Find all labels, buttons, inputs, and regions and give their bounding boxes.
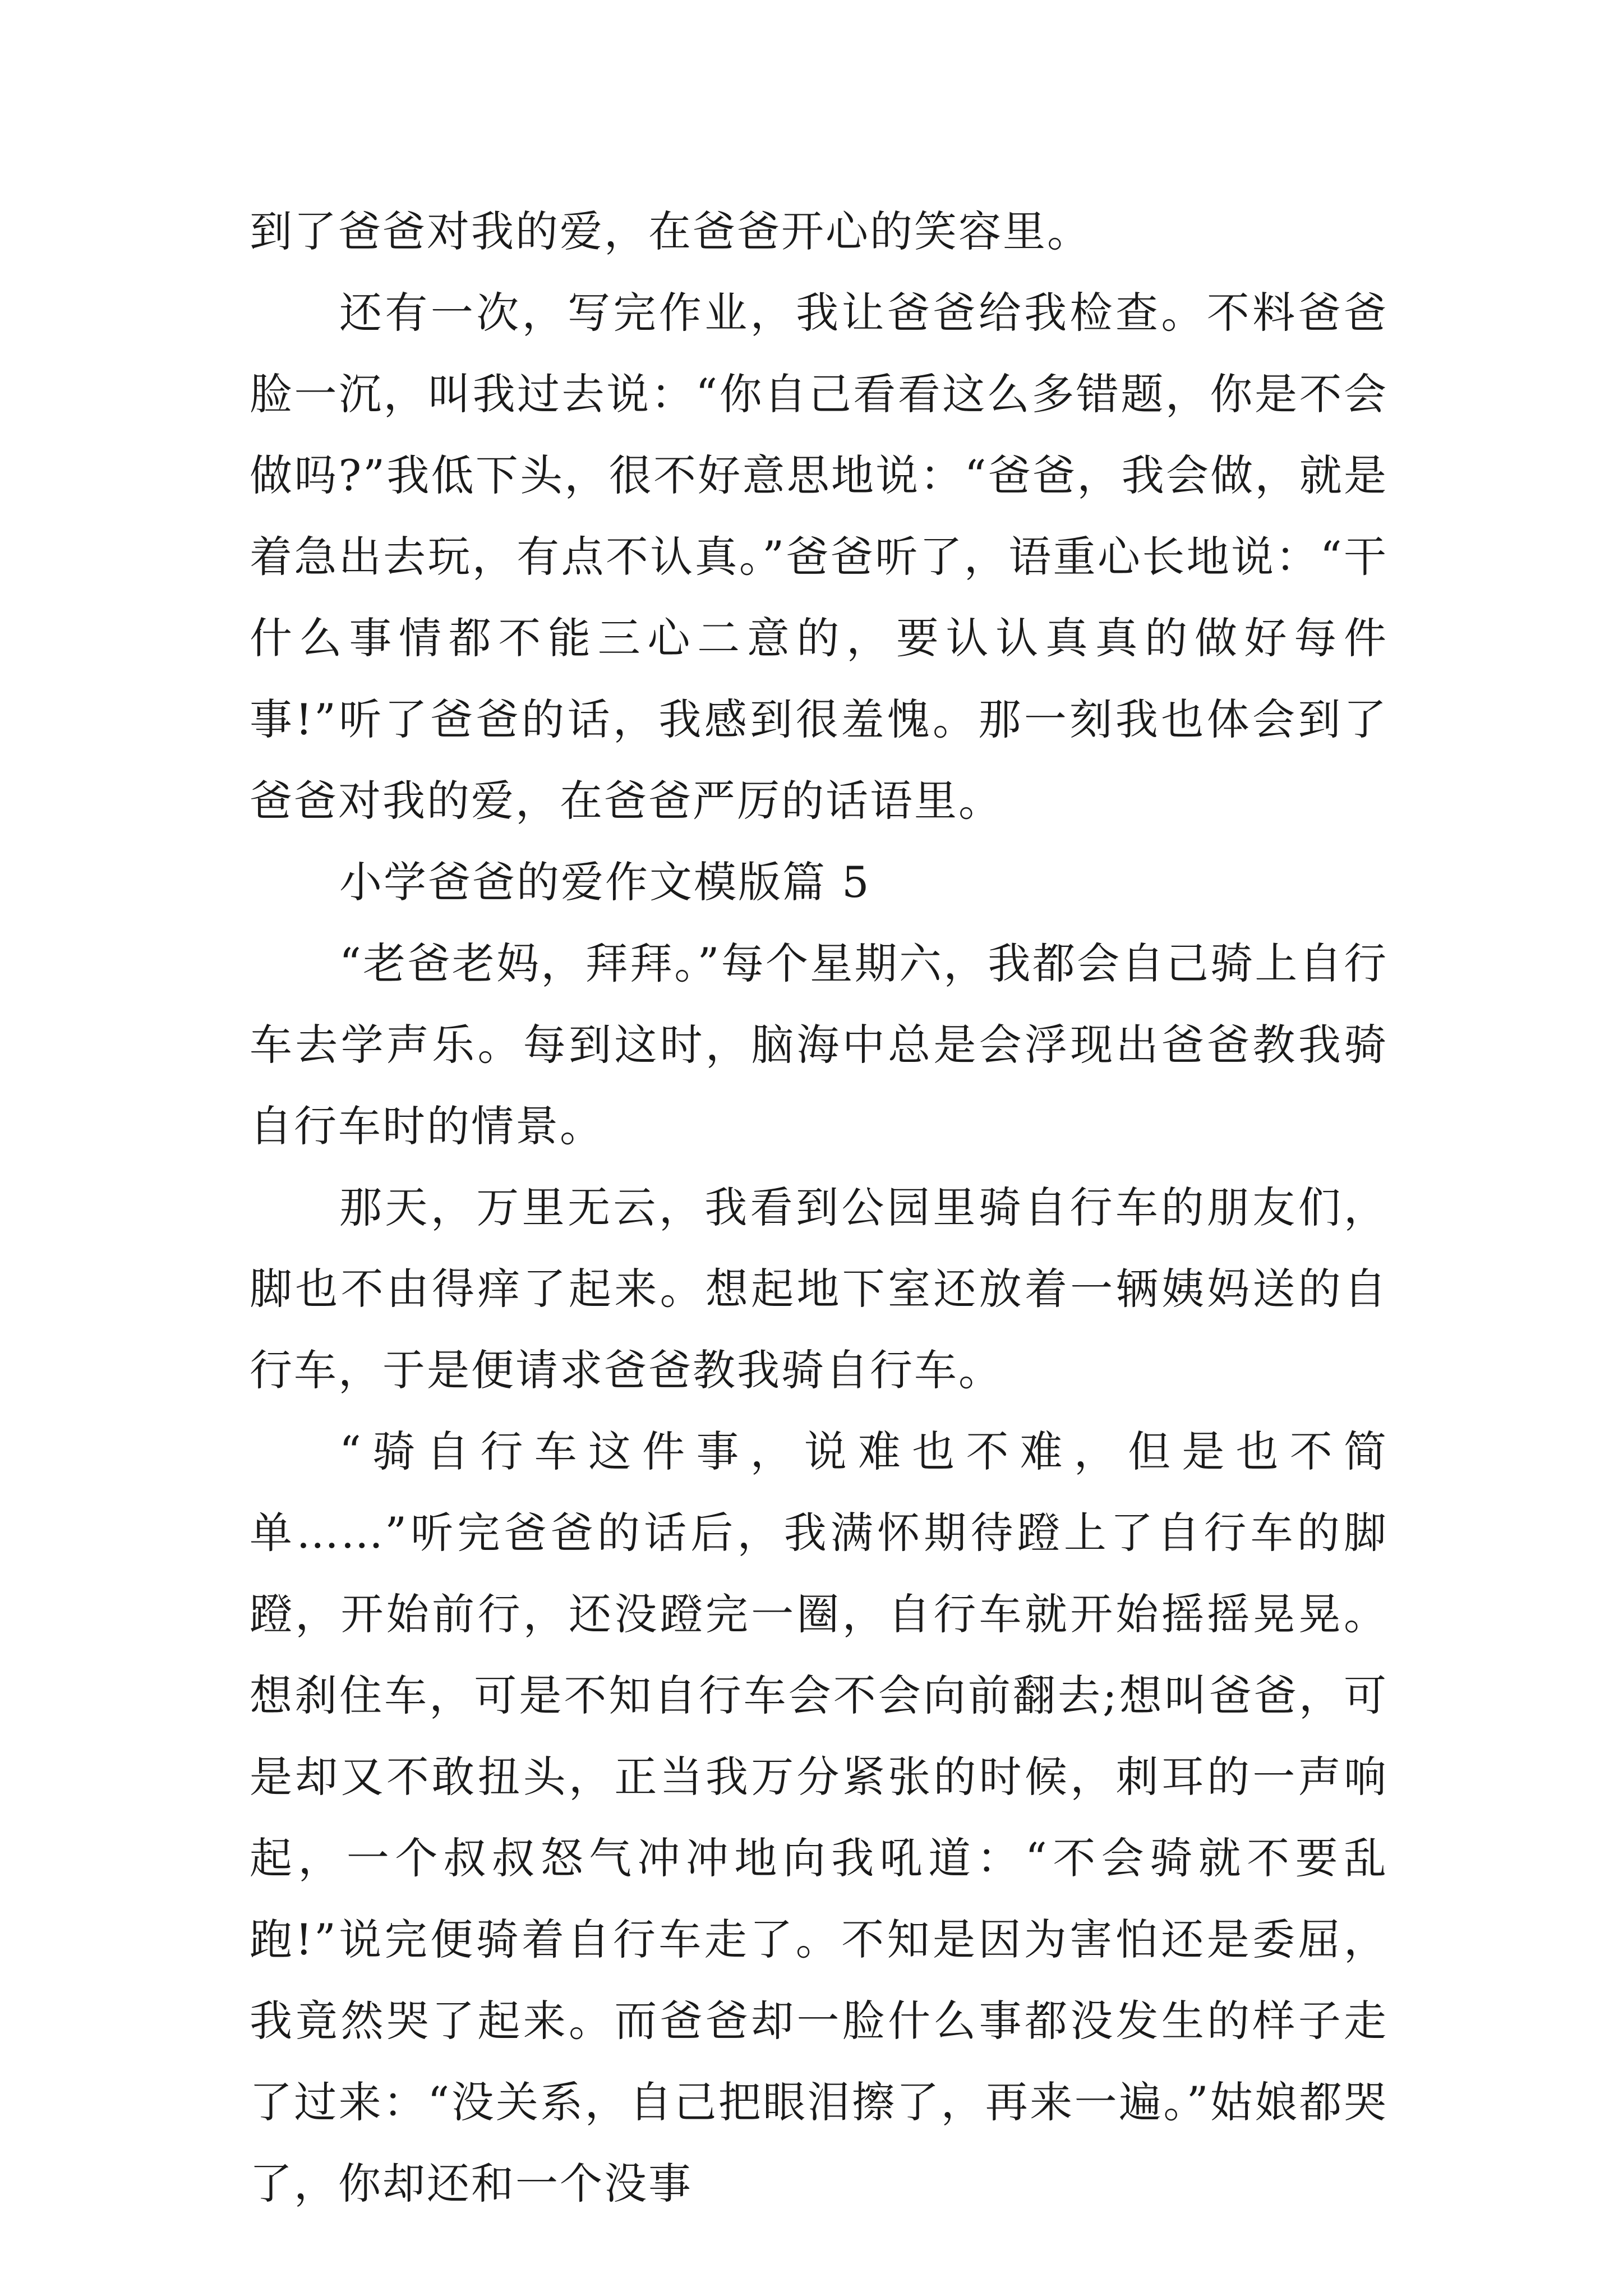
paragraph-3: “老爸老妈，拜拜。”每个星期六，我都会自己骑上自行车去学声乐。每到这时，脑海中总是会浮现出爸爸教我骑自行车时的情景。 xyxy=(250,938,1388,1151)
document-body xyxy=(250,191,1388,2224)
paragraph-4: 那天，万里无云，我看到公园里骑自行车的朋友们，脚也不由得痒了起来。想起地下室还放着一辆姨妈送的自行车，于是便请求爸爸教我骑自行车。 xyxy=(250,1182,1388,1395)
paragraph-1: 到了爸爸对我的爱，在爸爸开心的笑容里。 xyxy=(250,206,1091,256)
section-heading: 小学爸爸的爱作文模版篇 5 xyxy=(339,857,871,907)
paragraph-5: “骑自行车这件事，说难也不难，但是也不简单……”听完爸爸的话后，我满怀期待蹬上了自行车的脚蹬，开始前行，还没蹬完一圈，自行车就开始摇摇晃晃。想刹住车，可是不知自行车会不会向前翻去;想叫爸爸，可是却又不敢扭头，正当我万分紧张的时候，刺耳的一声响起，一个叔叔怒气冲冲地向我吼道：“不会骑就不要乱跑!”说完便骑着自行车走了。不知是因为害怕还是委屈，我竟然哭了起来。而爸爸却一脸什么事都没发生的样子走了过来：“没关系，自己把眼泪擦了，再来一遍。”姑娘都哭了，你却还和一个没事 xyxy=(250,1427,1388,2208)
paragraph-2: 还有一次，写完作业，我让爸爸给我检查。不料爸爸脸一沉，叫我过去说：“你自己看看这么多错题，你是不会做吗?”我低下头，很不好意思地说：“爸爸，我会做，就是着急出去玩，有点不认真。”爸爸听了，语重心长地说：“干什么事情都不能三心二意的，要认认真真的做好每件事!”听了爸爸的话，我感到很羞愧。那一刻我也体会到了爸爸对我的爱，在爸爸严厉的话语里。 xyxy=(250,288,1388,826)
